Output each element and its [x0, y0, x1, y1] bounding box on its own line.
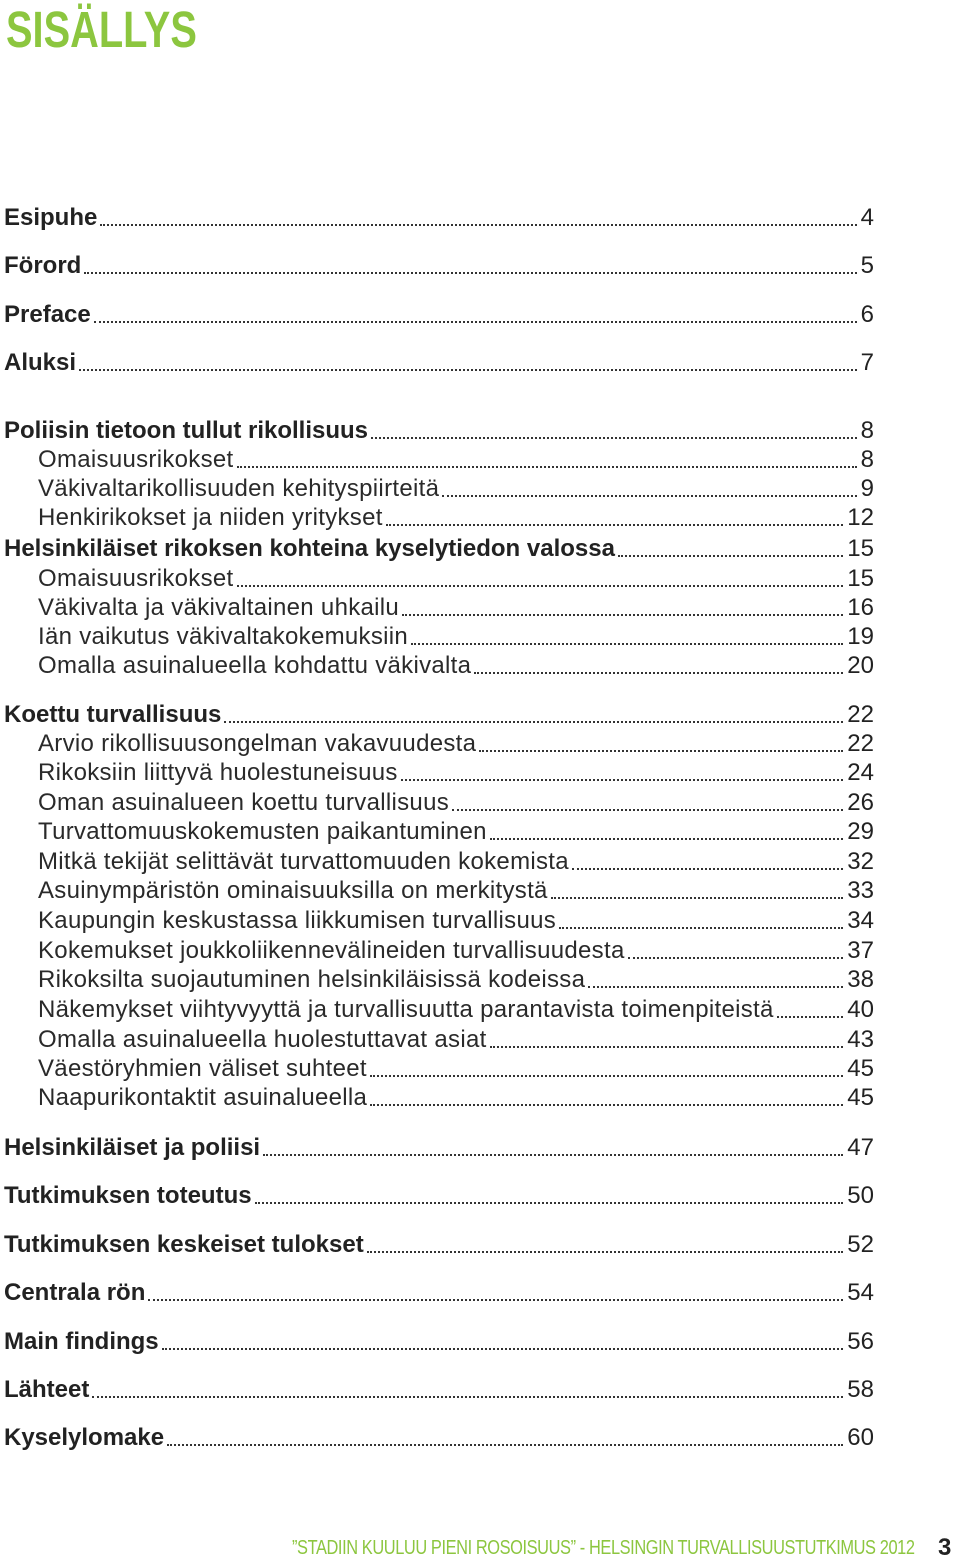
toc-entry-label: Tutkimuksen toteutus — [4, 1182, 252, 1209]
page-title: SISÄLLYS — [6, 1, 197, 58]
toc-entry-page: 19 — [847, 623, 874, 650]
toc-leader-dots — [479, 750, 843, 752]
toc-entry[interactable] — [0, 960, 874, 992]
toc-entry[interactable] — [0, 1322, 874, 1354]
toc-leader-dots — [237, 466, 857, 468]
toc-leader-dots — [255, 1202, 844, 1204]
toc-leader-dots — [367, 1251, 844, 1253]
toc-entry-label: Main findings — [4, 1328, 159, 1355]
toc-entry-page: 60 — [847, 1424, 874, 1451]
toc-leader-dots — [588, 986, 843, 988]
toc-leader-dots — [474, 672, 843, 674]
toc-entry-label: Turvattomuuskokemusten paikantuminen — [38, 818, 487, 845]
toc-entry[interactable] — [0, 1078, 874, 1110]
toc-entry-label: Arvio rikollisuusongelman vakavuudesta — [38, 730, 477, 757]
toc-leader-dots — [490, 1046, 844, 1048]
toc-entry-label: Henkirikokset ja niiden yritykset — [38, 504, 383, 531]
toc-entry-label: Centrala rön — [4, 1279, 146, 1306]
toc-entry-page: 15 — [847, 565, 874, 592]
toc-entry-label: Väestöryhmien väliset suhteet — [38, 1055, 367, 1082]
toc-entry-page: 22 — [847, 701, 874, 728]
toc-entry[interactable] — [0, 753, 874, 785]
toc-entry-label: Oman asuinalueen koettu turvallisuus — [38, 789, 450, 816]
toc-entry-page: 9 — [860, 475, 874, 502]
toc-entry[interactable] — [0, 198, 874, 230]
toc-entry-page: 15 — [847, 535, 874, 562]
toc-entry-label: Mitkä tekijät selittävät turvattomuuden kokemista — [38, 848, 569, 875]
toc-entry-label: Tutkimuksen keskeiset tulokset — [4, 1231, 364, 1258]
toc-leader-dots — [559, 927, 843, 929]
toc-leader-dots — [84, 272, 856, 274]
toc-leader-dots — [162, 1348, 844, 1350]
toc-leader-dots — [370, 1075, 843, 1077]
toc-entry[interactable] — [0, 411, 874, 443]
toc-entry-page: 4 — [860, 204, 874, 231]
toc-entry-label: Omalla asuinalueella kohdattu väkivalta — [38, 652, 472, 679]
toc-entry-label: Poliisin tietoon tullut rikollisuus — [4, 417, 369, 444]
toc-entry-label: Väkivalta ja väkivaltainen uhkailu — [38, 594, 400, 621]
toc-entry[interactable] — [0, 1049, 874, 1081]
toc-entry-page: 33 — [847, 877, 874, 904]
toc-entry-page: 16 — [847, 594, 874, 621]
toc-entry[interactable] — [0, 559, 874, 591]
toc-entry-page: 29 — [847, 818, 874, 845]
toc-leader-dots — [411, 643, 843, 645]
toc-leader-dots — [628, 957, 844, 959]
toc-leader-dots — [370, 1104, 843, 1106]
toc-entry-page: 45 — [847, 1084, 874, 1111]
toc-entry-page: 38 — [847, 966, 874, 993]
toc-entry[interactable] — [0, 1418, 874, 1450]
toc-entry-page: 58 — [847, 1376, 874, 1403]
toc-entry-page: 50 — [847, 1182, 874, 1209]
toc-entry-page: 22 — [847, 730, 874, 757]
toc-entry[interactable] — [0, 871, 874, 903]
toc-entry-label: Helsinkiläiset rikoksen kohteina kyselytiedon valossa — [4, 535, 615, 562]
toc-entry-label: Preface — [4, 301, 91, 328]
toc-entry[interactable] — [0, 1020, 874, 1052]
toc-leader-dots — [618, 555, 843, 557]
toc-entry-label: Naapurikontaktit asuinalueella — [38, 1084, 368, 1111]
toc-leader-dots — [94, 321, 857, 323]
toc-entry-label: Förord — [4, 252, 82, 279]
toc-entry[interactable] — [0, 440, 874, 472]
toc-entry[interactable] — [0, 295, 874, 327]
toc-entry[interactable] — [0, 990, 874, 1022]
toc-leader-dots — [148, 1299, 843, 1301]
toc-entry-label: Omaisuusrikokset — [38, 446, 234, 473]
toc-leader-dots — [442, 495, 856, 497]
toc-entry[interactable] — [0, 695, 874, 727]
toc-entry-page: 40 — [847, 996, 874, 1023]
toc-entry[interactable] — [0, 1128, 874, 1160]
toc-entry-label: Esipuhe — [4, 204, 98, 231]
toc-entry[interactable] — [0, 931, 874, 963]
toc-entry-label: Iän vaikutus väkivaltakokemuksiin — [38, 623, 409, 650]
toc-entry-label: Lähteet — [4, 1376, 90, 1403]
toc-entry-page: 24 — [847, 759, 874, 786]
toc-entry[interactable] — [0, 1176, 874, 1208]
toc-entry[interactable] — [0, 1225, 874, 1257]
toc-leader-dots — [572, 868, 843, 870]
toc-entry[interactable] — [0, 343, 874, 375]
toc-leader-dots — [401, 779, 844, 781]
toc-entry-page: 52 — [847, 1231, 874, 1258]
toc-entry-page: 5 — [860, 252, 874, 279]
toc-leader-dots — [79, 369, 857, 371]
toc-entry-label: Rikoksiin liittyvä huolestuneisuus — [38, 759, 398, 786]
toc-entry[interactable] — [0, 842, 874, 874]
toc-entry-label: Kokemukset joukkoliikennevälineiden turvallisuudesta — [38, 937, 625, 964]
toc-entry[interactable] — [0, 469, 874, 501]
toc-entry-page: 12 — [847, 504, 874, 531]
toc-entry[interactable] — [0, 1370, 874, 1402]
toc-entry[interactable] — [0, 246, 874, 278]
toc-entry-page: 32 — [847, 848, 874, 875]
toc-entry[interactable] — [0, 588, 874, 620]
toc-leader-dots — [386, 524, 844, 526]
toc-entry-label: Aluksi — [4, 349, 77, 376]
toc-entry-page: 6 — [860, 301, 874, 328]
toc-entry[interactable] — [0, 724, 874, 756]
toc-leader-dots — [224, 721, 843, 723]
toc-entry[interactable] — [0, 1273, 874, 1305]
toc-entry-label: Asuinympäristön ominaisuuksilla on merkitystä — [38, 877, 548, 904]
toc-leader-dots — [777, 1016, 844, 1018]
toc-leader-dots — [237, 585, 844, 587]
toc-entry[interactable] — [0, 498, 874, 530]
toc-entry-label: Helsinkiläiset ja poliisi — [4, 1134, 261, 1161]
toc-entry-page: 43 — [847, 1026, 874, 1053]
toc-entry-page: 26 — [847, 789, 874, 816]
toc-leader-dots — [100, 224, 856, 226]
toc-entry-page: 8 — [860, 417, 874, 444]
toc-entry-page: 7 — [860, 349, 874, 376]
toc-entry-label: Näkemykset viihtyvyyttä ja turvallisuutta parantavista toimenpiteistä — [38, 996, 774, 1023]
toc-leader-dots — [551, 897, 844, 899]
toc-entry-label: Omalla asuinalueella huolestuttavat asiat — [38, 1026, 487, 1053]
toc-entry-label: Rikoksilta suojautuminen helsinkiläisissä kodeissa — [38, 966, 586, 993]
toc-leader-dots — [452, 809, 843, 811]
toc-entry-page: 37 — [847, 937, 874, 964]
toc-entry-page: 45 — [847, 1055, 874, 1082]
toc-entry-page: 56 — [847, 1328, 874, 1355]
toc-entry-page: 20 — [847, 652, 874, 679]
page-number: 3 — [938, 1534, 952, 1561]
toc-leader-dots — [371, 437, 857, 439]
toc-entry-page: 34 — [847, 907, 874, 934]
toc-entry-page: 47 — [847, 1134, 874, 1161]
toc-leader-dots — [167, 1444, 843, 1446]
toc-leader-dots — [92, 1396, 843, 1398]
toc-leader-dots — [263, 1154, 843, 1156]
toc-entry-page: 8 — [860, 446, 874, 473]
toc-entry[interactable] — [0, 529, 874, 561]
toc-entry[interactable] — [0, 617, 874, 649]
footer-text: ”STADIIN KUULUU PIENI ROSOISUUS” - HELSINGIN TURVALLISUUSTUTKIMUS 2012 — [292, 1537, 915, 1559]
toc-entry[interactable] — [0, 646, 874, 678]
toc-leader-dots — [490, 838, 843, 840]
toc-entry[interactable] — [0, 812, 874, 844]
toc-entry-label: Omaisuusrikokset — [38, 565, 234, 592]
toc-entry-label: Koettu turvallisuus — [4, 701, 222, 728]
toc-entry-label: Kyselylomake — [4, 1424, 165, 1451]
toc-entry-label: Kaupungin keskustassa liikkumisen turvallisuus — [38, 907, 557, 934]
toc-entry-label: Väkivaltarikollisuuden kehityspiirteitä — [38, 475, 440, 502]
toc-leader-dots — [402, 614, 843, 616]
toc-entry-page: 54 — [847, 1279, 874, 1306]
toc-entry[interactable] — [0, 783, 874, 815]
toc-entry[interactable] — [0, 901, 874, 933]
